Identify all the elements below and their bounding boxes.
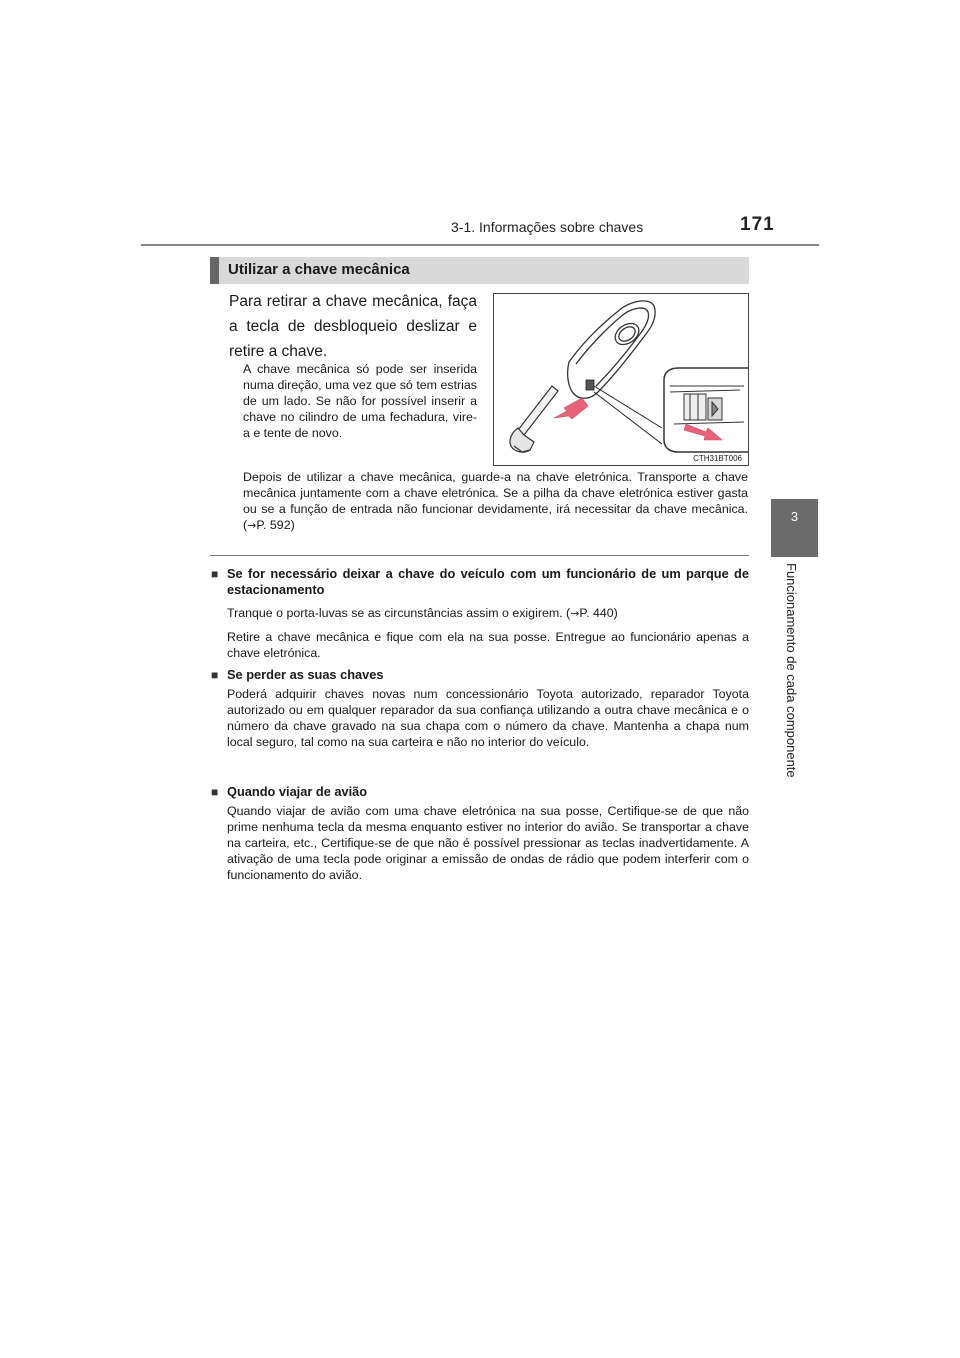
section-title — [210, 257, 749, 284]
electronic-key-drawing — [494, 294, 749, 466]
section-title-text: Utilizar a chave mecânica — [228, 261, 410, 278]
chapter-tab — [771, 499, 818, 557]
info-parking-p1-ref: P. 440) — [579, 606, 618, 620]
reference-arrow-icon: → — [247, 519, 257, 532]
section-label: 3-1. Informações sobre chaves — [451, 219, 644, 235]
square-bullet-icon: ■ — [211, 567, 219, 581]
note-key-direction: A chave mecânica só pode ser inserida numa direção, uma vez que só tem estrias de um lado. Se não for possível inserir a chave no cilindro de uma fechadura, vire-a e tente de novo. — [243, 362, 477, 440]
info-heading-parking — [211, 566, 749, 598]
square-bullet-icon: ■ — [211, 785, 219, 799]
info-parking-paragraph-1 — [227, 605, 749, 622]
key-illustration — [493, 293, 749, 466]
info-lost-keys-paragraph: Poderá adquirir chaves novas num concessionário Toyota autorizado, reparador Toyota autorizado ou em qualquer reparador da sua confiança utilizando a outra chave mecânica e o número da chave gravado na sua chapa com o número da chave. Mantenha a chapa num local seguro, tal como na sua carteira e não no interior do veículo. — [227, 687, 749, 749]
chapter-tab-number: 3 — [790, 509, 799, 524]
info-heading-air-travel-text: Quando viajar de avião — [227, 784, 368, 799]
info-parking-paragraph-2: Retire a chave mecânica e fique com ela na sua posse. Entregue ao funcionário apenas a chave eletrónica. — [227, 630, 749, 660]
reference-arrow-icon: → — [570, 607, 580, 620]
square-bullet-icon: ■ — [211, 668, 219, 682]
section-title-accent — [210, 257, 219, 284]
chapter-tab-label: Funcionamento de cada componente — [784, 563, 799, 778]
info-air-travel-paragraph: Quando viajar de avião com uma chave eletrónica na sua posse, Certifique-se de que não prime nenhuma tecla da mesma enquanto estiver no interior do avião. Se transportar a chave na carteira, etc., Certifique-se de que não é possível pressionar as teclas inadvertidamente. A ativação de uma tecla pode originar a emissão de ondas de rádio que podem interferir com o funcionamento do avião. — [227, 804, 749, 882]
info-heading-lost-keys — [211, 667, 749, 683]
info-heading-lost-keys-text: Se perder as suas chaves — [227, 667, 384, 682]
note-store-key-ref: P. 592) — [256, 518, 295, 532]
illustration-code: CTH31BT006 — [693, 454, 742, 463]
note-store-key — [243, 469, 748, 534]
intro-paragraph: Para retirar a chave mecânica, faça a tecla de desbloqueio deslizar e retire a chave. — [229, 293, 477, 360]
info-parking-p1-text: Tranque o porta-luvas se as circunstâncias assim o exigirem. ( — [227, 606, 571, 620]
page-number: 171 — [740, 214, 775, 235]
info-heading-air-travel — [211, 784, 749, 800]
header-rule — [141, 244, 819, 246]
section-divider — [210, 555, 749, 556]
note-store-key-text: Depois de utilizar a chave mecânica, guarde-a na chave eletrónica. Transporte a chave mecânica juntamente com a chave eletrónica. Se a pilha da chave eletrónica estiver gasta ou se a função de entrada não funcionar devidamente, irá necessitar da chave mecânica. ( — [243, 470, 748, 532]
info-heading-parking-text: Se for necessário deixar a chave do veículo com um funcionário de um parque de estacionamento — [227, 566, 749, 597]
